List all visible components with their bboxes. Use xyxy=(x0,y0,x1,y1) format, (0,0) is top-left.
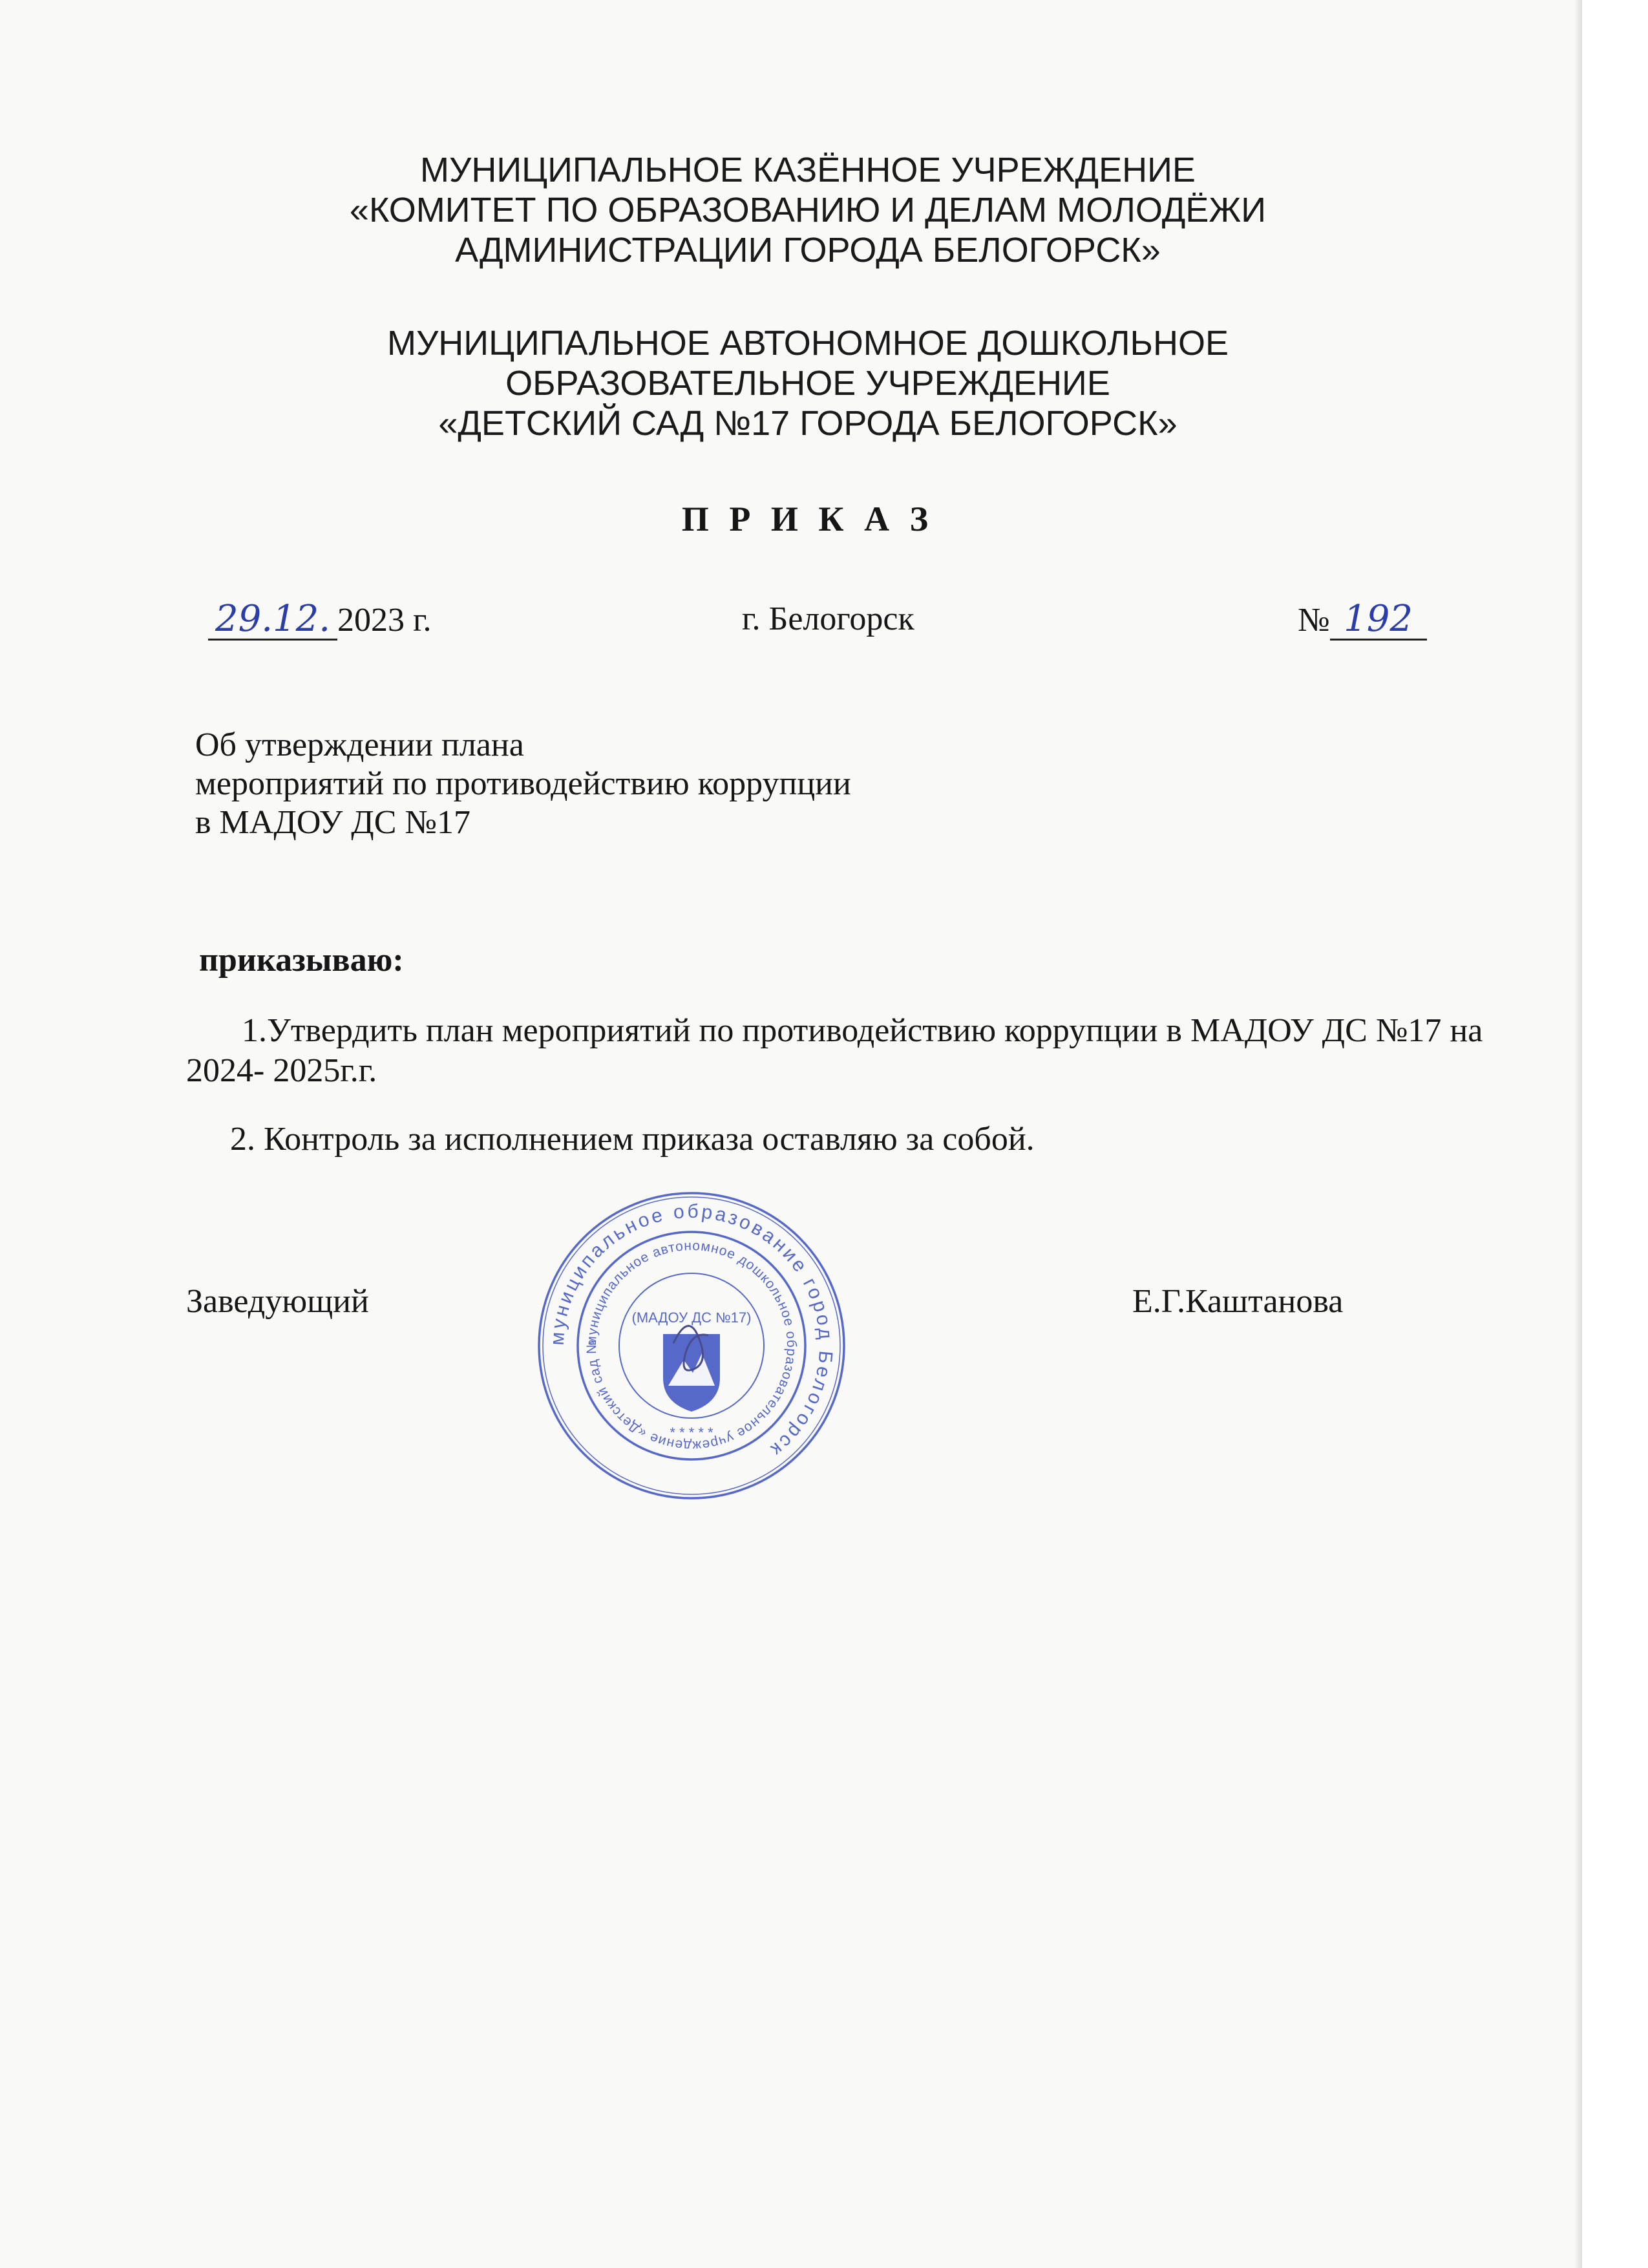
order-year: 2023 г. xyxy=(337,602,432,639)
number-sign: № xyxy=(1298,602,1330,639)
committee-line-1: МУНИЦИПАЛЬНОЕ КАЗЁННОЕ УЧРЕЖДЕНИЕ xyxy=(420,151,1196,189)
document-title: П Р И К А З xyxy=(681,500,935,538)
official-stamp xyxy=(530,1184,853,1507)
committee-header xyxy=(194,150,1422,270)
order-number xyxy=(1298,600,1427,641)
order-date xyxy=(208,600,431,641)
order-subject xyxy=(195,726,851,842)
stamp-inner-text: муниципальное автономное дошкольное образовательное учреждение «Детский сад № xyxy=(584,1238,799,1454)
stamp-seal-icon xyxy=(530,1184,853,1507)
handwritten-number: 192 xyxy=(1330,600,1427,641)
order-directive: приказываю: xyxy=(199,942,404,979)
committee-line-2: «КОМИТЕТ ПО ОБРАЗОВАНИЮ И ДЕЛАМ МОЛОДЁЖИ xyxy=(349,191,1267,229)
order-item-2: 2. Контроль за исполнением приказа оставляю за собой. xyxy=(230,1121,1035,1158)
school-line-1: МУНИЦИПАЛЬНОЕ АВТОНОМНОЕ ДОШКОЛЬНОЕ xyxy=(387,324,1229,363)
school-line-2: ОБРАЗОВАТЕЛЬНОЕ УЧРЕЖДЕНИЕ xyxy=(505,364,1110,403)
subject-line-1: Об утверждении плана xyxy=(195,726,524,763)
stamp-stars: * * * * * xyxy=(670,1425,713,1441)
subject-line-2: мероприятий по противодействию коррупции xyxy=(195,765,851,802)
scan-margin xyxy=(1582,0,1648,2268)
signer-role: Заведующий xyxy=(186,1283,369,1320)
school-line-3: «ДЕТСКИЙ САД №17 ГОРОДА БЕЛОГОРСК» xyxy=(438,404,1178,443)
committee-line-3: АДМИНИСТРАЦИИ ГОРОДА БЕЛОГОРСК» xyxy=(455,231,1161,270)
signer-name: Е.Г.Каштанова xyxy=(1132,1283,1344,1320)
handwritten-date: 29.12. xyxy=(208,600,337,641)
order-item-1: 1.Утвердить план мероприятий по противодействию коррупции в МАДОУ ДС №17 на 2024- 2025г.г. xyxy=(186,1012,1483,1089)
order-city: г. Белогорск xyxy=(742,600,914,637)
stamp-outer-text: муниципальное образование город Белогорск xyxy=(546,1200,837,1462)
subject-line-3: в МАДОУ ДС №17 xyxy=(195,804,471,841)
stamp-center-text: (МАДОУ ДС №17) xyxy=(631,1309,752,1326)
school-header xyxy=(194,323,1422,443)
